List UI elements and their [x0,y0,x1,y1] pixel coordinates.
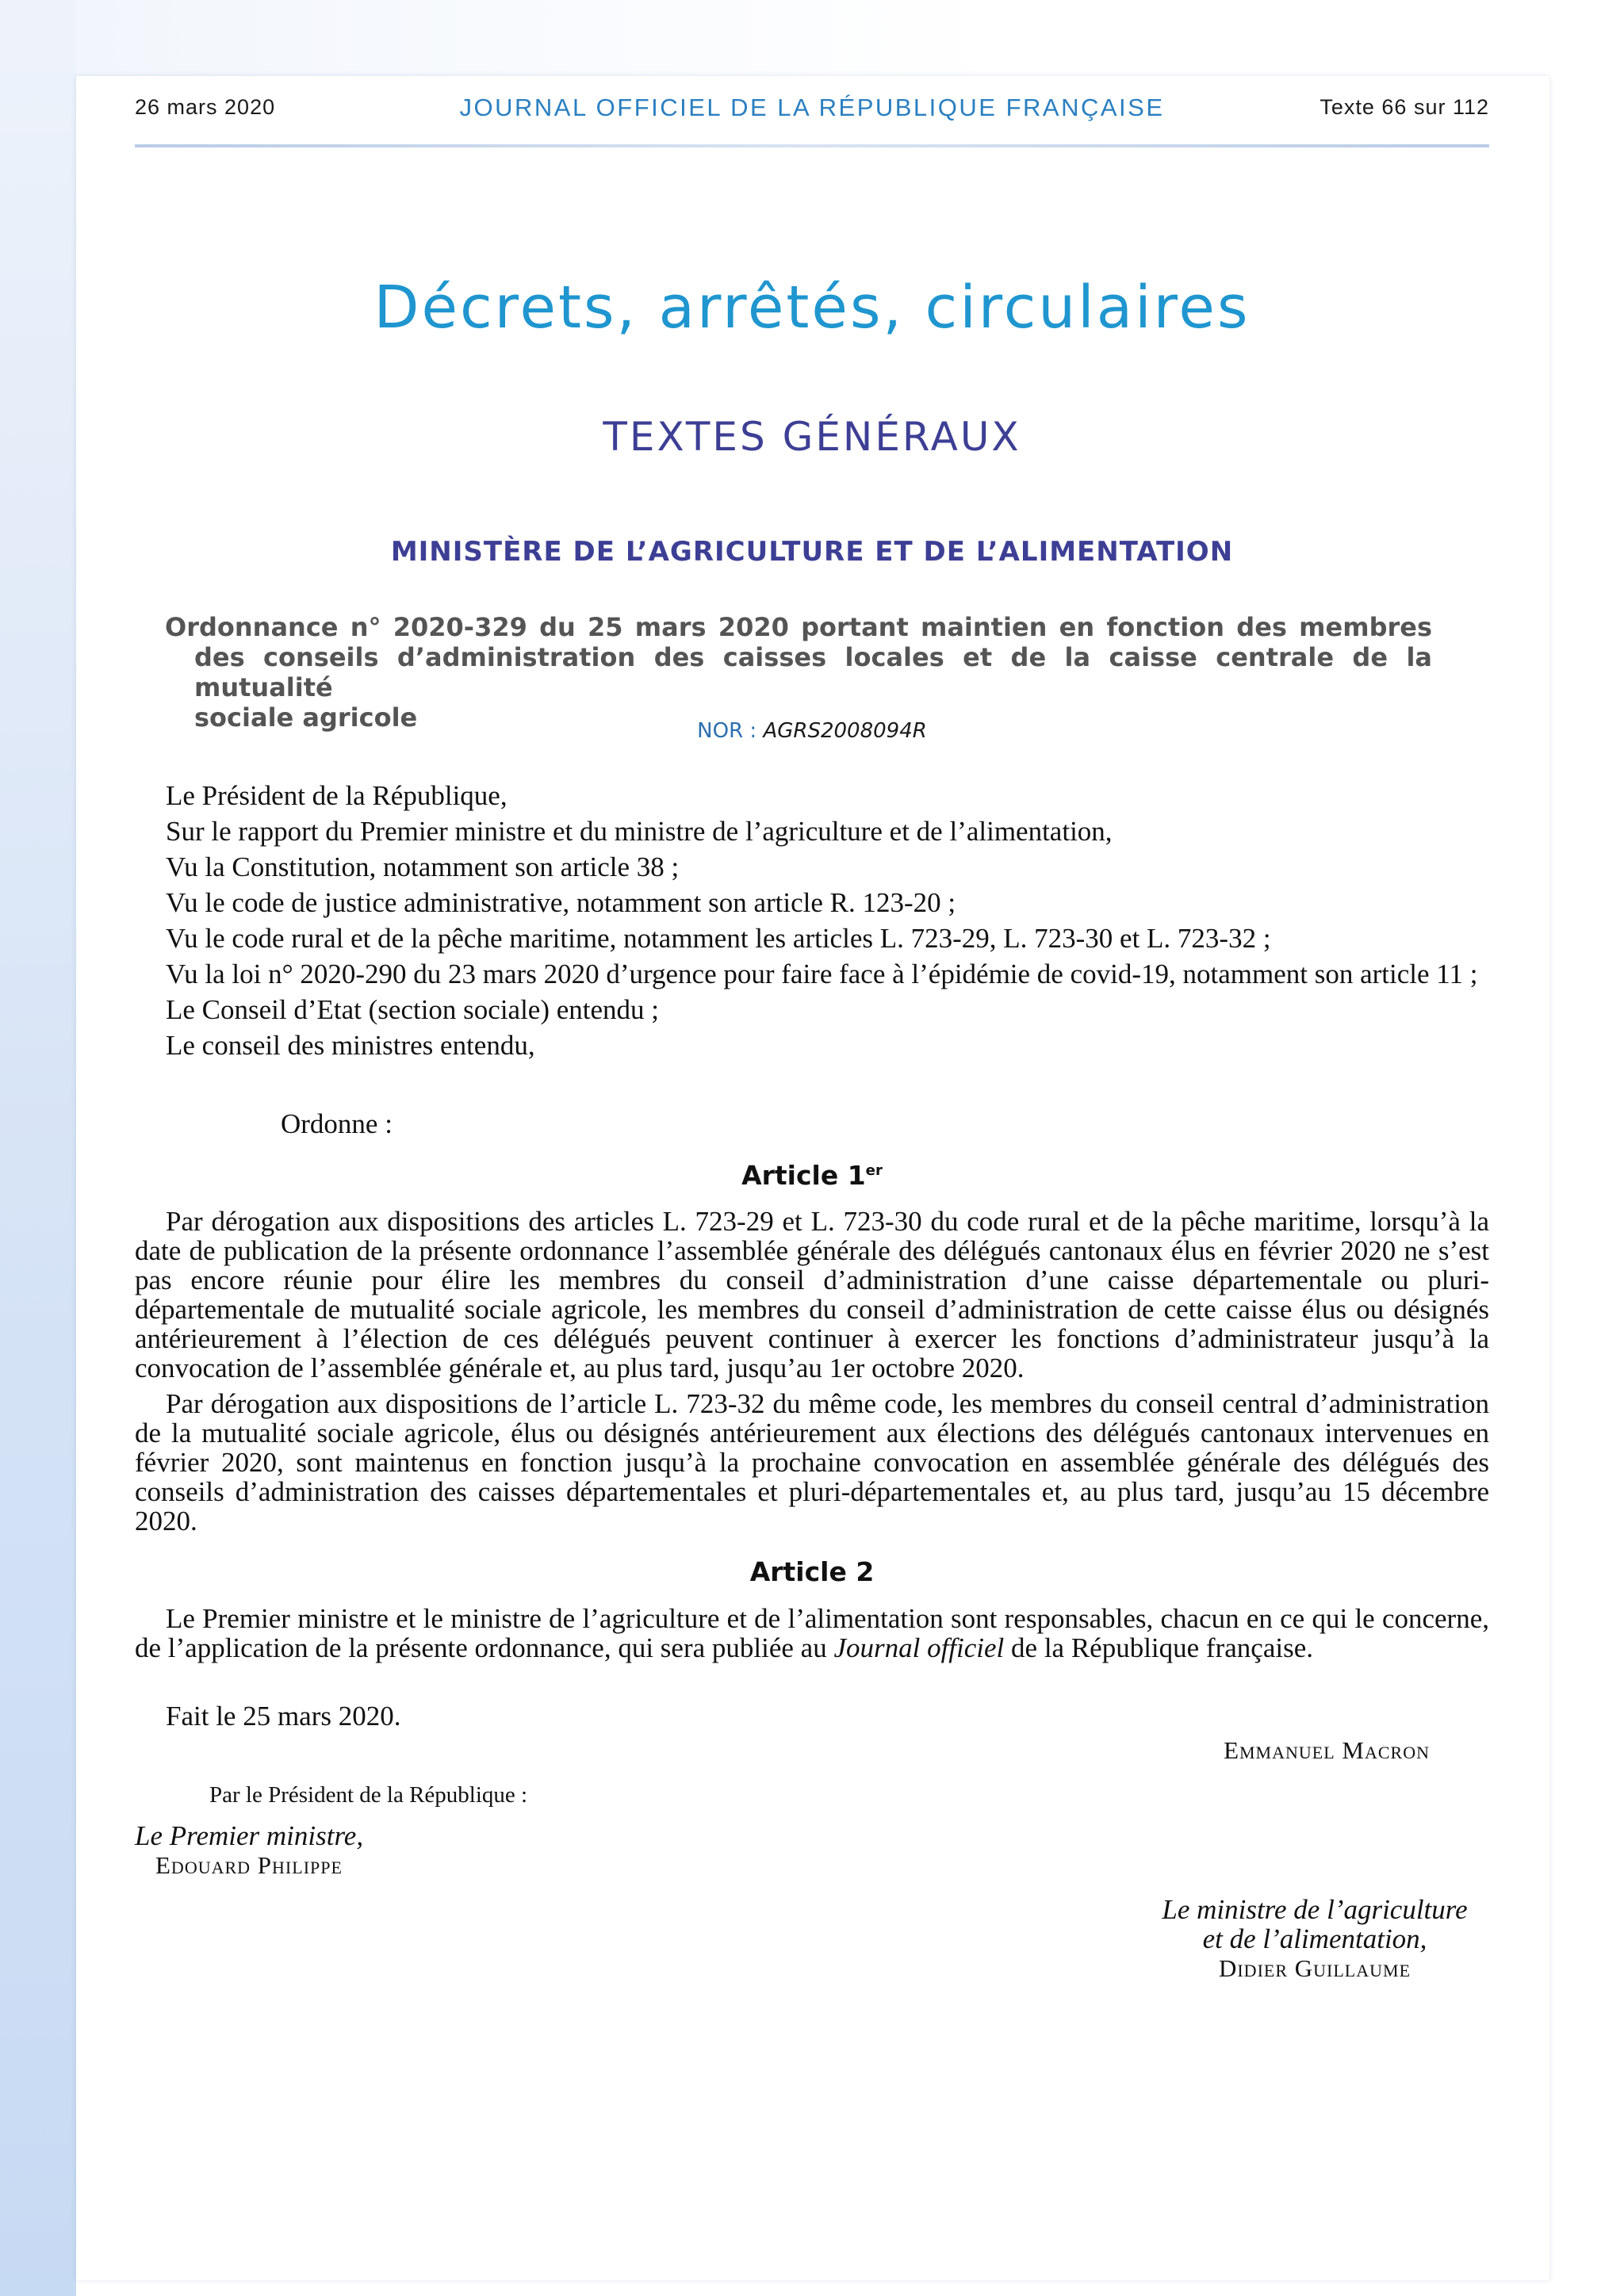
signer-president: Emmanuel Macron [1224,1736,1430,1764]
article-1-heading-sup: er [865,1162,883,1179]
header-text-number: Texte 66 sur 112 [1320,95,1489,119]
page-background-left [0,0,76,2296]
ordonnance-title [165,612,1432,733]
article-2-text-before: Le Premier ministre et le ministre de l’agriculture et de l’alimentation sont responsables, chacun en ce qui le concerne, de l’application de la présente ordonnance, qui sera publiée au [135,1603,1489,1663]
header-divider [135,144,1489,147]
nor-code: AGRS2008094R [763,719,927,743]
par-le-president: Par le Président de la République : [209,1782,528,1808]
article-2-paragraph [135,1604,1489,1663]
ministry-heading: MINISTÈRE DE L’AGRICULTURE ET DE L’ALIMENTATION [390,536,1234,568]
preamble [135,781,1489,1060]
preamble-conseil-ministres: Le conseil des ministres entendu, [166,1030,535,1061]
article-2-body [135,1604,1489,1663]
premier-ministre-block [135,1821,363,1880]
ministre-title-line: Le ministre de l’agriculture [1162,1894,1468,1925]
preamble-vu-constitution: Vu la Constitution, notamment son article 38 ; [166,851,680,882]
section-title: Décrets, arrêtés, circulaires [373,274,1251,342]
article-2-journal-officiel: Journal officiel [833,1632,1005,1663]
premier-ministre-title: Le Premier ministre, [135,1820,364,1851]
page-background-top [76,0,1624,76]
article-1-paragraph: Par dérogation aux dispositions des articles L. 723-29 et L. 723-30 du code rural et de la pêche maritime, lorsqu’à la date de publication de la présente ordonnance l’assemblée générale des délégués cantonaux élus en février 2020 ne s’est pas encore réunie pour élire les membres du conseil d’administration d’une caisse départementale ou pluri-départementale de mutualité sociale agricole, les membres du conseil d’administration de cette caisse élus ou désignés antérieurement à l’élection de ces délégués peuvent continuer à exercer les fonctions d’administrateur jusqu’à la convocation de l’assemblée générale et, au plus tard, jusqu’au 1er octobre 2020. [135,1206,1489,1383]
fait-le: Fait le 25 mars 2020. [166,1701,401,1732]
nor-label: NOR : [697,719,757,743]
article-2-text-after: de la République française. [1011,1632,1313,1663]
preamble-vu-code-rural: Vu le code rural et de la pêche maritime, notamment les articles L. 723-29, L. 723-30 et L. 723-32 ; [166,923,1271,954]
nor-reference [0,719,1624,743]
preamble-conseil-etat: Le Conseil d’Etat (section sociale) entendu ; [166,994,660,1025]
ordonnance-title-line: des conseils d’administration des caisses locales et de la caisse centrale de la mutualité [194,642,1432,702]
ordonne-text: Ordonne : [281,1108,393,1139]
preamble-vu-loi: Vu la loi n° 2020-290 du 23 mars 2020 d’urgence pour faire face à l’épidémie de covid-19, notamment son article 11 ; [166,959,1478,989]
ministre-name: Didier Guillaume [1218,1954,1411,1982]
ordonnance-title-line: Ordonnance n° 2020-329 du 25 mars 2020 portant maintien en fonction des membres [165,612,1432,642]
preamble-rapport: Sur le rapport du Premier ministre et du ministre de l’agriculture et de l’alimentation, [166,816,1113,847]
premier-ministre-name: Edouard Philippe [155,1851,343,1879]
article-1-heading-text: Article 1 [741,1160,866,1191]
ministre-agriculture-block [1140,1895,1489,1983]
article-1-paragraph: Par dérogation aux dispositions de l’article L. 723-32 du même code, les membres du conseil central d’administration de la mutualité sociale agricole, élus ou désignés antérieurement aux élections des délégués cantonaux intervenues en février 2020, sont maintenus en fonction jusqu’à la prochaine convocation en assemblée générale des délégués des conseils d’administration des caisses départementales et pluri-départementales et, au plus tard, jusqu’au 15 décembre 2020. [135,1388,1489,1536]
ordonnance-title-line: sociale agricole [194,702,418,733]
article-2-heading: Article 2 [749,1556,875,1587]
ministre-title-line: et de l’alimentation, [1202,1923,1427,1954]
article-1-heading [0,1160,1624,1191]
header-journal-title: JOURNAL OFFICIEL DE LA RÉPUBLIQUE FRANÇAISE [459,94,1165,121]
closing-block [135,1701,1489,1731]
page-header [135,95,1489,127]
article-1-body [135,1207,1489,1536]
preamble-vu-code-justice: Vu le code de justice administrative, notamment son article R. 123-20 ; [166,887,956,918]
header-date: 26 mars 2020 [135,95,276,119]
subsection-title: TEXTES GÉNÉRAUX [603,414,1021,460]
preamble-president: Le Président de la République, [166,780,508,811]
